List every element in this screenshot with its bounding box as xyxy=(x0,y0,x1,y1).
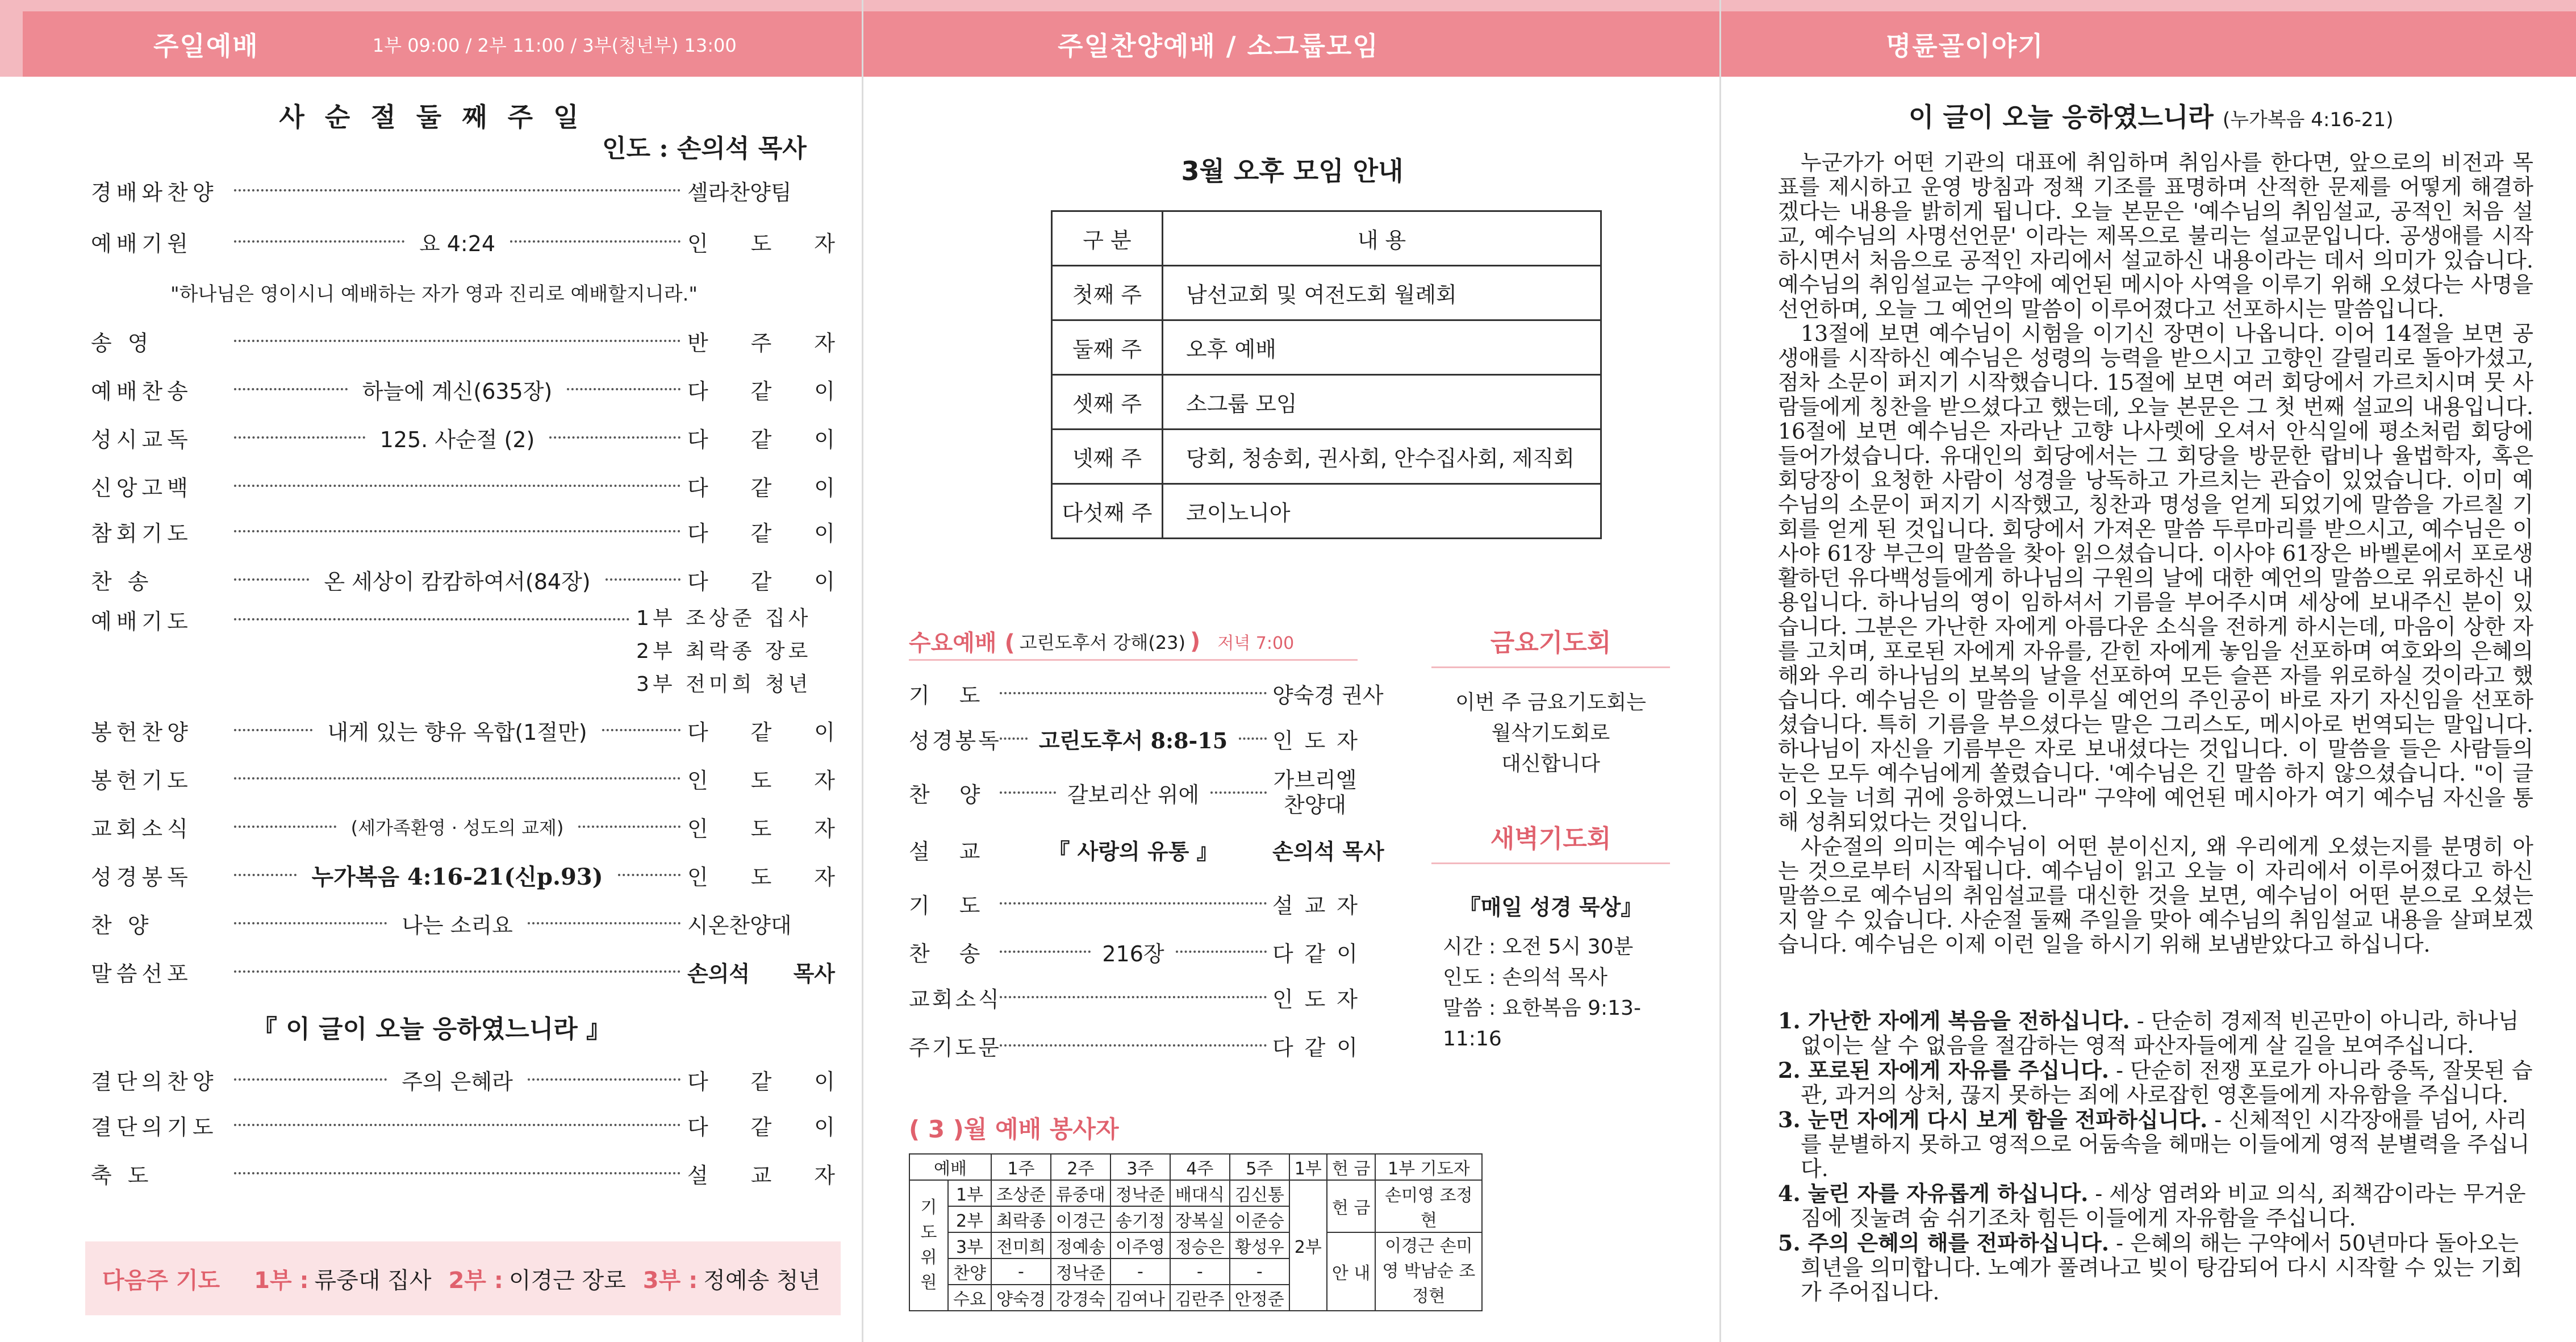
essay-points xyxy=(1778,1008,2533,1305)
wed-row xyxy=(909,827,1384,872)
row-person: 다 같 이 xyxy=(687,378,836,404)
header-cell: 1부 기도자 xyxy=(1375,1154,1482,1180)
dot-leader xyxy=(234,436,365,439)
table-row xyxy=(1052,320,1601,375)
dot-leader xyxy=(234,874,297,876)
row-label: 결단의기도 xyxy=(91,1114,218,1140)
servers-table xyxy=(909,1153,1483,1311)
row-person: 설 교 자 xyxy=(687,1162,835,1188)
cell: 이경근 xyxy=(1051,1206,1110,1232)
dot-leader xyxy=(234,1078,387,1081)
wed-row xyxy=(909,974,1358,1020)
order-row xyxy=(91,1153,835,1193)
row-label: 송 영 xyxy=(91,330,153,356)
order-row xyxy=(91,321,835,361)
order-row xyxy=(91,599,636,639)
wed-row xyxy=(909,716,1358,761)
row-label: 찬 양 xyxy=(909,782,992,807)
paragraph: 누군가가 어떤 기관의 대표에 취임하며 취임사를 한다면, 앞으로의 비전과 목표를 제시하고 운영 방침과 정책 기조를 표명하며 산적한 문제를 어떻게 해결하겠다는 내용을 밝히게 됩니다. 오늘 본문은 '예수님의 취임설교, 공적인 처음 설교, 예수님의 사명선언문' 이라는 제목으로 불리는 설교문입니다. 공생애를 시작하시면서 처음으로 공적인 자리에서 설교하신 내용이라는 데서 의미가 있습니다. 예수님의 취임설교는 구약에 예언된 메시아 사역을 이루기 위해 오셨다는 사명을 선언하며, 오늘 그 예언의 말씀이 이루어졌다고 선포하시는 말씀입니다. xyxy=(1778,150,2533,322)
wed-title: 수요예배 ( xyxy=(909,630,1015,656)
dot-leader xyxy=(1210,791,1267,794)
order-row xyxy=(91,466,835,506)
cell: - xyxy=(1110,1258,1170,1285)
friday-prayer-title: 금요기도회 xyxy=(1431,622,1670,668)
row-person: 셀라찬양팀 xyxy=(687,180,792,205)
row-detail: 갈보리산 위에 xyxy=(1067,782,1200,807)
content-cell: 남선교회 및 여전도회 월례회 xyxy=(1163,266,1601,320)
sermon-title: 『 이 글이 오늘 응하였느니라 』 xyxy=(252,1015,612,1044)
cell: 류중대 xyxy=(1051,1180,1110,1206)
list-item xyxy=(1778,1008,2533,1058)
cell: 정낙준 xyxy=(1051,1258,1110,1285)
header-cell: 예배 xyxy=(909,1154,991,1180)
cell: 3부 xyxy=(948,1232,991,1258)
header-cell: 4주 xyxy=(1170,1154,1230,1180)
header-title: 명륜골이야기 xyxy=(1886,30,2044,61)
order-row xyxy=(91,511,835,551)
cell: 안정준 xyxy=(1230,1285,1289,1311)
cell: 정승은 xyxy=(1170,1232,1230,1258)
dot-leader xyxy=(234,826,336,828)
point-text: - 신체적인 시각장애를 넘어, 사리를 분별하지 못하고 영적으로 어둠속을 헤매는 이들에게 영적 분별력을 주십니다. xyxy=(1801,1107,2530,1181)
row-detail: 내게 있는 향유 옥합(1절만) xyxy=(327,719,587,745)
wed-row xyxy=(909,670,1384,716)
guide-label: 안 내 xyxy=(1327,1232,1376,1311)
service-title: 사 순 절 둘 째 주 일 xyxy=(279,102,584,132)
wed-ref: 고린도후서 강해(23) xyxy=(1019,631,1186,653)
point-title: 5. 주의 은혜의 해를 전파하십니다. xyxy=(1778,1230,2110,1256)
row-label: 예배기원 xyxy=(91,231,193,256)
dot-leader xyxy=(234,388,348,390)
panel-header-band xyxy=(1721,0,2576,77)
cell: 김란주 xyxy=(1170,1285,1230,1311)
header-cell: 5주 xyxy=(1230,1154,1289,1180)
table-row xyxy=(1052,484,1601,539)
order-row xyxy=(91,710,835,750)
row-person: 손의석 목사 xyxy=(687,961,835,986)
header-cell: 3주 xyxy=(1110,1154,1170,1180)
dot-leader xyxy=(234,485,680,487)
dot-leader xyxy=(234,340,680,342)
row-person: 인 도 자 xyxy=(687,231,835,256)
header-tab xyxy=(1721,11,2576,77)
offering-label: 헌 금 xyxy=(1327,1180,1376,1232)
order-row xyxy=(91,560,835,599)
dot-leader xyxy=(234,240,404,243)
cell: 조상준 xyxy=(991,1180,1051,1206)
panel-header-band xyxy=(0,0,863,77)
row-person: 다 같 이 xyxy=(687,520,835,546)
paragraph: 사순절의 의미는 예수님이 어떤 분이신지, 왜 우리에게 오셨는지를 분명히 아는 것으로부터 시작됩니다. 예수님이 읽고 오늘 이 자리에서 이루어졌다고 하신 말씀으로 예수님의 취임설교를 대신한 것을 보면, 예수님이 어떤 분으로 오셨는지 알 수 있습니다. 사순절 둘째 주일을 맞아 예수님의 취임설교 내용을 살펴보겠습니다. 예수님은 이제 이런 일을 하시기 위해 보냄받았다고 하십니다. xyxy=(1778,834,2533,957)
table-row xyxy=(1052,375,1601,430)
essay-title-text: 이 글이 오늘 응하였느니라 xyxy=(1909,102,2214,132)
week-cell: 첫째 주 xyxy=(1052,266,1163,320)
point-text: - 단순히 전쟁 포로가 아니라 중독, 잘못된 습관, 과거의 상처, 끊지 못하는 죄에 사로잡힌 영혼들에게 자유함을 주십니다. xyxy=(1801,1058,2533,1107)
dot-leader xyxy=(234,1172,680,1174)
next-name: 류중대 집사 xyxy=(314,1267,432,1294)
dot-leader xyxy=(234,970,680,973)
service-leader: 인도 : 손의석 목사 xyxy=(602,134,807,163)
row-detail: 125. 사순절 (2) xyxy=(379,427,535,452)
row-label: 신앙고백 xyxy=(91,475,193,501)
essay-title xyxy=(1909,97,2393,134)
order-row xyxy=(91,418,835,457)
row-person: 인 도 자 xyxy=(687,768,835,793)
cell: 찬양 xyxy=(948,1258,991,1285)
dot-leader xyxy=(549,436,680,439)
row-person: 다 같 이 xyxy=(1272,941,1358,966)
text-line: 이번 주 금요기도회는 xyxy=(1455,691,1646,714)
row-person: 인 도 자 xyxy=(687,816,835,841)
essay-reference: (누가복음 4:16-21) xyxy=(2222,109,2394,131)
wed-row xyxy=(909,929,1358,974)
worship-order-panel xyxy=(0,0,863,1342)
row-detail: (세가족환영 · 성도의 교제) xyxy=(350,817,564,839)
dot-leader xyxy=(618,874,680,876)
order-row xyxy=(91,1105,835,1145)
cell: 김여나 xyxy=(1110,1285,1170,1311)
dot-leader xyxy=(1176,951,1267,953)
dot-leader xyxy=(567,388,680,390)
next-part: 2부 : xyxy=(448,1267,503,1294)
row-label: 주기도문 xyxy=(909,1035,1001,1060)
table-row xyxy=(909,1180,1482,1206)
cell: - xyxy=(991,1258,1051,1285)
header-cell: 1주 xyxy=(991,1154,1051,1180)
wed-close: ) xyxy=(1190,628,1201,655)
cell: 이주영 xyxy=(1110,1232,1170,1258)
row-detail: 하늘에 계신(635장) xyxy=(362,378,553,404)
cell: 장복실 xyxy=(1170,1206,1230,1232)
dot-leader xyxy=(234,530,680,532)
row-person: 다 같 이 xyxy=(687,719,835,745)
wednesday-heading xyxy=(909,625,1294,657)
cell: 최락종 xyxy=(991,1206,1051,1232)
text-line: 인도 : 손의석 목사 xyxy=(1443,966,1608,989)
row-detail: 주의 은혜라 xyxy=(402,1069,513,1094)
next-part: 1부 : xyxy=(254,1267,309,1294)
cell: 배대식 xyxy=(1170,1180,1230,1206)
row-person: 다 같 이 xyxy=(687,475,835,501)
dot-leader xyxy=(528,922,680,924)
next-label: 다음주 기도 xyxy=(102,1267,220,1294)
prayer-name: 3부 전미희 청년 xyxy=(636,673,812,696)
text-line: 월삭기도회로 xyxy=(1491,722,1610,745)
next-name: 이경근 장로 xyxy=(508,1267,626,1294)
text-line: 시간 : 오전 5시 30분 xyxy=(1443,935,1634,958)
list-item xyxy=(1778,1057,2533,1107)
dot-leader xyxy=(1000,737,1028,740)
row-label: 성경봉독 xyxy=(909,728,1001,753)
row-detail: 요 4:24 xyxy=(419,231,496,256)
row-person: 다 같 이 xyxy=(687,427,836,452)
content-cell: 소그룹 모임 xyxy=(1163,375,1601,430)
row-person: 다 같 이 xyxy=(1272,1035,1358,1060)
dawn-prayer-title: 새벽기도회 xyxy=(1431,818,1670,864)
header-tab xyxy=(23,11,863,77)
row-label: 결단의찬양 xyxy=(91,1069,218,1094)
row-label: 설 교 xyxy=(909,839,992,864)
wed-row xyxy=(909,1023,1358,1068)
order-row xyxy=(91,222,835,261)
header-tab xyxy=(863,11,1721,77)
row-person: 반 주 자 xyxy=(687,330,835,356)
dot-leader xyxy=(578,826,680,828)
header-cell: 내 용 xyxy=(1163,211,1601,266)
cell: 정낙준 xyxy=(1110,1180,1170,1206)
prayer-name: 1부 조상준 집사 xyxy=(636,607,812,630)
row-label: 찬 송 xyxy=(909,941,992,966)
dot-leader xyxy=(1000,996,1267,998)
row-label: 참회기도 xyxy=(91,520,193,546)
header-times: 1부 09:00 / 2부 11:00 / 3부(청년부) 13:00 xyxy=(372,34,737,56)
evening-meetings-panel xyxy=(863,0,1721,1342)
row-detail: 온 세상이 캄캄하여서(84장) xyxy=(324,569,591,594)
row-person: 설 교 자 xyxy=(1272,893,1358,918)
meeting-table xyxy=(1051,210,1602,539)
cell: - xyxy=(1170,1258,1230,1285)
scripture-quote: "하나님은 영이시니 예배하는 자가 영과 진리로 예배할지니라." xyxy=(170,283,698,306)
row-person: 시온찬양대 xyxy=(687,912,792,938)
dot-leader xyxy=(234,618,629,620)
cell: 양숙경 xyxy=(991,1285,1051,1311)
point-title: 3. 눈먼 자에게 다시 보게 함을 전파하십니다. xyxy=(1778,1107,2208,1132)
row-label: 성시교독 xyxy=(91,427,193,452)
row-label: 교회소식 xyxy=(91,816,193,841)
prayer-list xyxy=(636,602,811,701)
content-cell: 오후 예배 xyxy=(1163,320,1601,375)
part-cell: 2부 xyxy=(1289,1180,1327,1311)
wed-time: 저녁 7:00 xyxy=(1217,633,1295,653)
text-line: 말씀 : 요한복음 9:13-11:16 xyxy=(1443,997,1641,1051)
dawn-prayer-sub: 『매일 성경 묵상』 xyxy=(1459,894,1643,920)
table-row xyxy=(1052,430,1601,484)
row-person: 손의석 목사 xyxy=(1272,839,1384,864)
guide-names: 이경근 손미영 박남순 조정현 xyxy=(1375,1232,1482,1311)
prayer-name: 2부 최락종 장로 xyxy=(636,640,812,663)
row-detail: 『 사랑의 유통 』 xyxy=(1048,838,1218,864)
table-row xyxy=(1052,266,1601,320)
next-name: 정예송 청년 xyxy=(703,1267,821,1294)
dot-leader xyxy=(1000,791,1056,794)
cell: 황성우 xyxy=(1230,1232,1289,1258)
friday-prayer-text xyxy=(1431,687,1670,780)
dot-leader xyxy=(234,189,680,191)
row-label: 찬 양 xyxy=(91,912,153,938)
essay-panel xyxy=(1721,0,2576,1342)
row-label: 말씀선포 xyxy=(91,961,193,986)
point-text: - 단순히 경제적 빈곤만이 아니라, 하나님 없이는 살 수 없음을 절감하는 영적 파산자들에게 살 길을 보여주십니다. xyxy=(1801,1008,2519,1058)
row-person: 인 도 자 xyxy=(687,864,836,890)
week-cell: 둘째 주 xyxy=(1052,320,1163,375)
row-detail: 누가복음 4:16-21(신p.93) xyxy=(311,863,603,890)
wed-row xyxy=(909,881,1358,926)
row-detail: 고린도후서 8:8-15 xyxy=(1038,727,1228,753)
dot-leader xyxy=(234,578,309,581)
row-label: 기 도 xyxy=(909,893,992,918)
dot-leader xyxy=(510,240,680,243)
dot-leader xyxy=(1000,902,1267,905)
order-row xyxy=(91,807,835,847)
point-text: - 세상 염려와 비교 의식, 죄책감이라는 무거운 짐에 짓눌려 숨 쉬기조차 힘든 이들에게 자유함을 주십니다. xyxy=(1801,1181,2526,1231)
row-label: 예배찬송 xyxy=(91,378,193,404)
week-cell: 넷째 주 xyxy=(1052,430,1163,484)
header-cell: 헌 금 xyxy=(1327,1154,1376,1180)
dot-leader xyxy=(1000,951,1091,953)
header-cell: 구 분 xyxy=(1052,211,1163,266)
list-item xyxy=(1778,1107,2533,1181)
row-person: 다 같 이 xyxy=(687,1114,835,1140)
text-line: 대신합니다 xyxy=(1501,752,1600,776)
header-title: 주일찬양예배 / 소그룹모임 xyxy=(1058,30,1379,61)
cell: 송기정 xyxy=(1110,1206,1170,1232)
point-title: 4. 눌린 자를 자유롭게 하십니다. xyxy=(1778,1181,2089,1206)
dot-leader xyxy=(606,578,680,581)
dot-leader xyxy=(234,1124,680,1126)
cell: 2부 xyxy=(948,1206,991,1232)
cell: 1부 xyxy=(948,1180,991,1206)
row-label: 축 도 xyxy=(91,1162,153,1188)
list-item xyxy=(1778,1181,2533,1231)
divider xyxy=(909,659,1358,661)
row-label: 예배기도 xyxy=(91,609,193,634)
cell: 수요 xyxy=(948,1285,991,1311)
order-row xyxy=(91,758,835,798)
dot-leader xyxy=(234,729,312,731)
order-row xyxy=(91,1060,835,1099)
cell: 강경숙 xyxy=(1051,1285,1110,1311)
row-label: 교회소식 xyxy=(909,986,1001,1012)
offering-names: 손미영 조정현 xyxy=(1375,1180,1482,1232)
dot-leader xyxy=(528,1078,680,1081)
list-item xyxy=(1778,1230,2533,1305)
dot-leader xyxy=(234,922,387,924)
cell: 이준승 xyxy=(1230,1206,1289,1232)
row-detail: 216장 xyxy=(1102,941,1164,966)
dot-leader xyxy=(1000,692,1267,694)
table-header xyxy=(1052,211,1601,266)
order-row xyxy=(91,170,835,210)
row-person: 인 도 자 xyxy=(1272,728,1358,753)
row-label: 경배와찬양 xyxy=(91,180,218,205)
order-row xyxy=(91,903,835,943)
point-title: 1. 가난한 자에게 복음을 전하십니다. xyxy=(1778,1008,2130,1033)
row-person: 인 도 자 xyxy=(1272,986,1358,1012)
essay-body xyxy=(1778,151,2533,957)
row-person: 다 같 이 xyxy=(687,569,835,594)
cell: - xyxy=(1230,1258,1289,1285)
next-week-prayer xyxy=(85,1241,841,1315)
point-text: - 은혜의 해는 구약에서 50년마다 돌아오는 희년을 의미합니다. 노예가 풀려나고 빚이 탕감되어 다시 시작할 수 있는 기회가 주어집니다. xyxy=(1801,1231,2523,1305)
panel-header-band xyxy=(863,0,1721,77)
dot-leader xyxy=(602,729,680,731)
row-person: 다 같 이 xyxy=(687,1069,835,1094)
table-header xyxy=(909,1154,1482,1180)
row-label: 봉헌찬양 xyxy=(91,719,193,745)
order-row xyxy=(91,855,835,895)
week-cell: 셋째 주 xyxy=(1052,375,1163,430)
row-label: 봉헌기도 xyxy=(91,768,193,793)
dot-leader xyxy=(1000,1044,1267,1047)
point-title: 2. 포로된 자에게 자유를 주십니다. xyxy=(1778,1057,2110,1083)
header-title: 주일예배 xyxy=(153,30,259,61)
week-cell: 다섯째 주 xyxy=(1052,484,1163,539)
dot-leader xyxy=(234,777,680,780)
row-person: 가브리엘 찬양대 xyxy=(1273,768,1357,818)
group-cell: 기도 위원 xyxy=(909,1180,948,1311)
row-label: 기 도 xyxy=(909,682,992,708)
order-row xyxy=(91,369,835,409)
dawn-prayer-info xyxy=(1443,932,1681,1055)
dot-leader xyxy=(1239,737,1267,740)
cell: 정예송 xyxy=(1051,1232,1110,1258)
content-cell: 당회, 청송회, 권사회, 안수집사회, 제직회 xyxy=(1163,430,1601,484)
row-label: 성경봉독 xyxy=(91,864,193,890)
wed-row xyxy=(909,764,1358,821)
meeting-heading: 3월 오후 모임 안내 xyxy=(1181,156,1404,186)
table-row xyxy=(909,1232,1482,1258)
row-person: 양숙경 권사 xyxy=(1272,682,1384,708)
header-cell: 1부 xyxy=(1289,1154,1327,1180)
row-detail: 나는 소리요 xyxy=(402,912,513,938)
paragraph: 13절에 보면 예수님이 시험을 이기신 장면이 나옵니다. 이어 14절을 보면 공생애를 시작하신 예수님은 성령의 능력을 받으시고 고향인 갈릴리로 돌아가셨고, 점차 소문이 퍼지기 시작했습니다. 15절에 보면 여러 회당에서 가르치시며 뭇 사람들에게 칭찬을 받으셨다고 했는데, 오늘 본문은 그 첫 번째 설교의 내용입니다. 16절에 보면 예수님은 자라난 고향 나사렛에 오셔서 안식일에 평소처럼 회당에 들어가셨습니다. 유대인의 회당에서는 그 회당을 방문한 랍비나 율법학자, 혹은 회당장이 요청한 사람이 성경을 낭독하고 가르치는 관습이 있었습니다. 이미 예수님의 소문이 퍼지기 시작했고, 칭찬과 명성을 얻게 되었기에 말씀을 가르칠 기회를 얻게 된 것입니다. 회당에서 가져온 말씀 두루마리를 받으시고, 예수님은 이사야 61장 부근의 말씀을 찾아 읽으셨습니다. 이사야 61장은 바벨론에서 포로생활하던 유다백성들에게 하나님의 구원의 날에 대한 예언의 말씀으로 위로하신 내용입니다. 하나님의 영이 임하셔서 기름을 부어주시며 세상에 보내주신 분이 있습니다. 그분은 가난한 자에게 아름다운 소식을 전하게 하시는데, 마음이 상한 자를 고치며, 포로된 자에게 자유를, 갇힌 자에게 놓임을 선포하며 여호와의 은혜의 해와 우리 하나님의 보복의 날을 선포하여 모든 슬픈 자를 위로하실 것이라고 했습니다. 예수님은 이 말씀을 이루실 예언의 주인공이 바로 자기 자신임을 선포하셨습니다. 특히 기름을 부으셨다는 말은 그리스도, 메시아로 번역되는 말입니다. 하나님이 자신을 기름부은 자로 보내셨다는 것입니다. 이 말씀을 들은 사람들의 눈은 모두 예수님에게 쏠렸습니다. '예수님은 긴 말씀 하지 않으셨습니다. "이 글이 오늘 너희 귀에 응하였느니라" 구약에 예언된 메시아가 여기 예수님 자신을 통해 성취되었다는 것입니다. xyxy=(1778,321,2533,835)
row-label: 찬 송 xyxy=(91,569,153,594)
order-row xyxy=(91,952,835,991)
header-cell: 2주 xyxy=(1051,1154,1110,1180)
cell: 김신통 xyxy=(1230,1180,1289,1206)
content-cell: 코이노니아 xyxy=(1163,484,1601,539)
cell: 전미희 xyxy=(991,1232,1051,1258)
next-part: 3부 : xyxy=(642,1267,698,1294)
servers-title: ( 3 )월 예배 봉사자 xyxy=(909,1115,1119,1143)
